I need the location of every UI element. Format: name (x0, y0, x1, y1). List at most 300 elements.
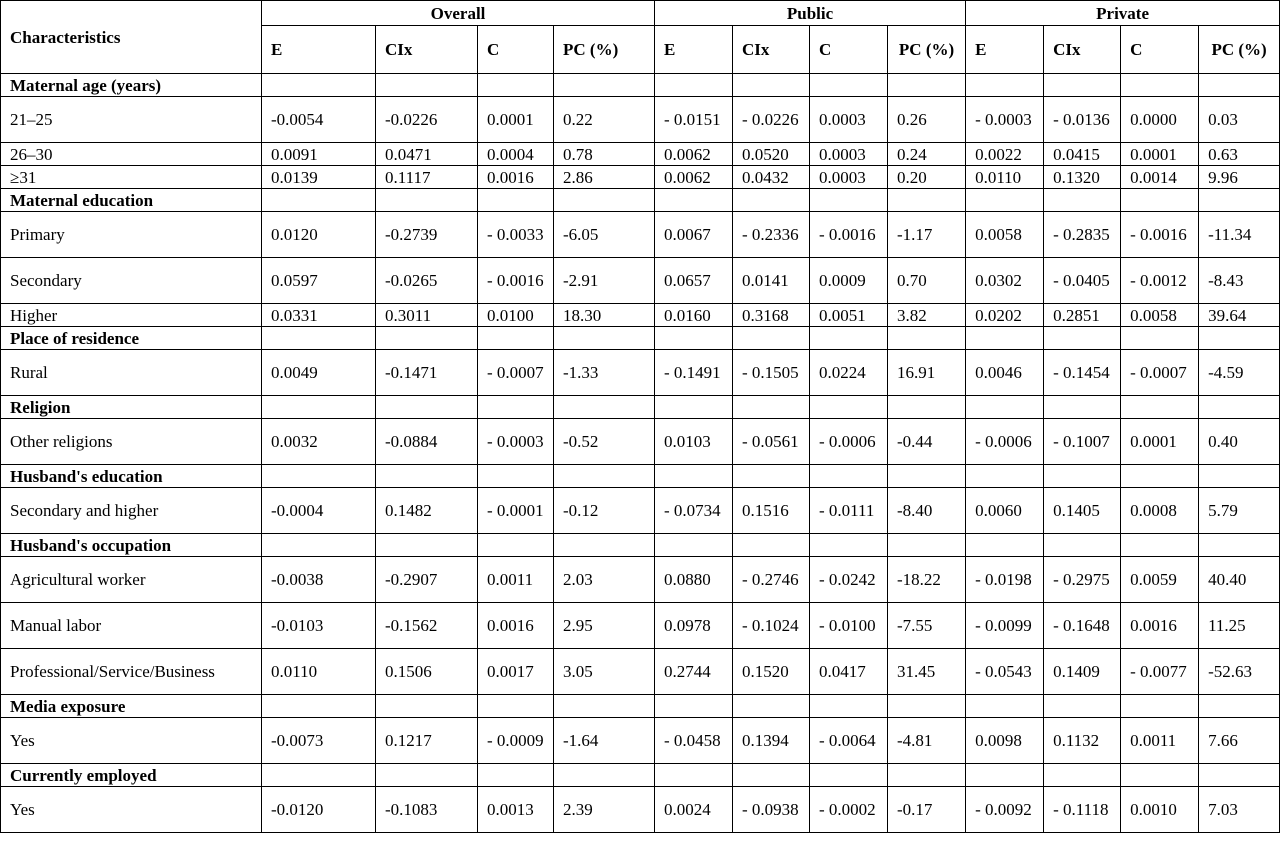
value-cell: 0.0000 (1121, 97, 1199, 143)
value-cell: 9.96 (1199, 166, 1280, 189)
value-cell: -0.0226 (376, 97, 478, 143)
value-cell: - 0.0111 (810, 488, 888, 534)
value-cell: - 0.0226 (733, 97, 810, 143)
value-cell: 0.0016 (1121, 603, 1199, 649)
value-cell: 0.0049 (262, 350, 376, 396)
empty-cell (478, 327, 554, 350)
empty-cell (1199, 396, 1280, 419)
empty-cell (733, 396, 810, 419)
empty-cell (888, 764, 966, 787)
section-title: Husband's occupation (1, 534, 262, 557)
value-cell: - 0.0092 (966, 787, 1044, 833)
col-header-pc: PC (%) (1199, 26, 1280, 74)
value-cell: 0.0417 (810, 649, 888, 695)
section-header-row (1, 396, 1280, 419)
value-cell: 0.1520 (733, 649, 810, 695)
value-cell: 0.0022 (966, 143, 1044, 166)
value-cell: 0.40 (1199, 419, 1280, 465)
value-cell: 0.2851 (1044, 304, 1121, 327)
group-header-private: Private (966, 1, 1280, 26)
empty-cell (554, 327, 655, 350)
empty-cell (655, 396, 733, 419)
value-cell: -1.33 (554, 350, 655, 396)
empty-cell (655, 764, 733, 787)
value-cell: 5.79 (1199, 488, 1280, 534)
section-title: Place of residence (1, 327, 262, 350)
value-cell: 0.0098 (966, 718, 1044, 764)
row-label: Yes (1, 787, 262, 833)
group-header-overall: Overall (262, 1, 655, 26)
empty-cell (810, 534, 888, 557)
value-cell: 0.0520 (733, 143, 810, 166)
value-cell: -0.0884 (376, 419, 478, 465)
empty-cell (733, 695, 810, 718)
table-row (1, 603, 1280, 649)
value-cell: 0.22 (554, 97, 655, 143)
value-cell: 0.0067 (655, 212, 733, 258)
value-cell: 0.1482 (376, 488, 478, 534)
empty-cell (376, 695, 478, 718)
value-cell: -7.55 (888, 603, 966, 649)
value-cell: 0.0016 (478, 166, 554, 189)
empty-cell (966, 327, 1044, 350)
value-cell: 0.1117 (376, 166, 478, 189)
empty-cell (1199, 327, 1280, 350)
value-cell: -0.1471 (376, 350, 478, 396)
value-cell: - 0.0007 (1121, 350, 1199, 396)
value-cell: - 0.0405 (1044, 258, 1121, 304)
row-label: Primary (1, 212, 262, 258)
value-cell: -0.1083 (376, 787, 478, 833)
value-cell: -8.40 (888, 488, 966, 534)
group-header-public: Public (655, 1, 966, 26)
value-cell: 0.0120 (262, 212, 376, 258)
empty-cell (554, 695, 655, 718)
value-cell: 0.63 (1199, 143, 1280, 166)
value-cell: 31.45 (888, 649, 966, 695)
value-cell: 0.0003 (810, 166, 888, 189)
section-title: Religion (1, 396, 262, 419)
value-cell: 0.1516 (733, 488, 810, 534)
value-cell: - 0.0064 (810, 718, 888, 764)
col-header-cix: CIx (733, 26, 810, 74)
row-label: Higher (1, 304, 262, 327)
empty-cell (478, 764, 554, 787)
value-cell: - 0.0016 (810, 212, 888, 258)
value-cell: - 0.2835 (1044, 212, 1121, 258)
row-label: Yes (1, 718, 262, 764)
empty-cell (888, 465, 966, 488)
row-label: Professional/Service/Business (1, 649, 262, 695)
empty-cell (1121, 695, 1199, 718)
value-cell: 0.0141 (733, 258, 810, 304)
value-cell: - 0.0099 (966, 603, 1044, 649)
empty-cell (1044, 764, 1121, 787)
empty-cell (1121, 764, 1199, 787)
row-label: Other religions (1, 419, 262, 465)
value-cell: 0.0880 (655, 557, 733, 603)
value-cell: -0.44 (888, 419, 966, 465)
empty-cell (733, 189, 810, 212)
empty-cell (1121, 534, 1199, 557)
col-header-e: E (262, 26, 376, 74)
section-title: Maternal education (1, 189, 262, 212)
empty-cell (478, 534, 554, 557)
empty-cell (810, 764, 888, 787)
value-cell: 0.0471 (376, 143, 478, 166)
value-cell: 0.0331 (262, 304, 376, 327)
value-cell: 0.0432 (733, 166, 810, 189)
col-header-pc: PC (%) (888, 26, 966, 74)
value-cell: - 0.2975 (1044, 557, 1121, 603)
table-row (1, 304, 1280, 327)
value-cell: - 0.1491 (655, 350, 733, 396)
value-cell: - 0.0006 (966, 419, 1044, 465)
value-cell: 0.20 (888, 166, 966, 189)
empty-cell (655, 74, 733, 97)
row-label: Rural (1, 350, 262, 396)
value-cell: - 0.0006 (810, 419, 888, 465)
value-cell: 40.40 (1199, 557, 1280, 603)
value-cell: - 0.0016 (478, 258, 554, 304)
empty-cell (1044, 327, 1121, 350)
value-cell: 2.86 (554, 166, 655, 189)
value-cell: - 0.0458 (655, 718, 733, 764)
value-cell: 0.1394 (733, 718, 810, 764)
empty-cell (478, 74, 554, 97)
value-cell: 0.0110 (966, 166, 1044, 189)
value-cell: 16.91 (888, 350, 966, 396)
empty-cell (966, 465, 1044, 488)
empty-cell (655, 465, 733, 488)
value-cell: - 0.0100 (810, 603, 888, 649)
value-cell: 0.0024 (655, 787, 733, 833)
empty-cell (810, 396, 888, 419)
col-header-cix: CIx (376, 26, 478, 74)
empty-cell (554, 74, 655, 97)
value-cell: 0.0060 (966, 488, 1044, 534)
value-cell: 0.0051 (810, 304, 888, 327)
section-header-row (1, 327, 1280, 350)
empty-cell (554, 764, 655, 787)
empty-cell (1044, 534, 1121, 557)
empty-cell (733, 465, 810, 488)
value-cell: 0.0001 (1121, 143, 1199, 166)
section-header-row (1, 764, 1280, 787)
empty-cell (966, 74, 1044, 97)
value-cell: 0.1405 (1044, 488, 1121, 534)
empty-cell (966, 764, 1044, 787)
empty-cell (554, 396, 655, 419)
value-cell: 0.0415 (1044, 143, 1121, 166)
value-cell: -4.59 (1199, 350, 1280, 396)
value-cell: 0.0224 (810, 350, 888, 396)
value-cell: 0.0091 (262, 143, 376, 166)
empty-cell (262, 74, 376, 97)
value-cell: -0.52 (554, 419, 655, 465)
empty-cell (655, 695, 733, 718)
section-header-row (1, 74, 1280, 97)
value-cell: - 0.0012 (1121, 258, 1199, 304)
value-cell: 7.66 (1199, 718, 1280, 764)
value-cell: - 0.0001 (478, 488, 554, 534)
section-title: Husband's education (1, 465, 262, 488)
empty-cell (888, 189, 966, 212)
value-cell: 0.0046 (966, 350, 1044, 396)
empty-cell (1199, 189, 1280, 212)
empty-cell (966, 695, 1044, 718)
value-cell: 2.03 (554, 557, 655, 603)
value-cell: 0.0004 (478, 143, 554, 166)
empty-cell (1044, 396, 1121, 419)
empty-cell (478, 465, 554, 488)
empty-cell (888, 74, 966, 97)
value-cell: - 0.0543 (966, 649, 1044, 695)
value-cell: - 0.0016 (1121, 212, 1199, 258)
empty-cell (262, 764, 376, 787)
value-cell: -0.0054 (262, 97, 376, 143)
empty-cell (478, 396, 554, 419)
empty-cell (733, 327, 810, 350)
value-cell: -0.2739 (376, 212, 478, 258)
table-row (1, 419, 1280, 465)
empty-cell (262, 695, 376, 718)
value-cell: 0.0013 (478, 787, 554, 833)
value-cell: 0.1506 (376, 649, 478, 695)
table-row (1, 97, 1280, 143)
value-cell: 0.3168 (733, 304, 810, 327)
empty-cell (1121, 74, 1199, 97)
empty-cell (1044, 695, 1121, 718)
value-cell: 0.0657 (655, 258, 733, 304)
value-cell: 11.25 (1199, 603, 1280, 649)
table-row (1, 488, 1280, 534)
empty-cell (376, 74, 478, 97)
table-row (1, 649, 1280, 695)
empty-cell (1044, 74, 1121, 97)
empty-cell (733, 534, 810, 557)
value-cell: - 0.1454 (1044, 350, 1121, 396)
value-cell: 0.0160 (655, 304, 733, 327)
value-cell: -0.0038 (262, 557, 376, 603)
section-title: Media exposure (1, 695, 262, 718)
value-cell: 0.24 (888, 143, 966, 166)
value-cell: - 0.2746 (733, 557, 810, 603)
value-cell: -0.0004 (262, 488, 376, 534)
value-cell: 0.1409 (1044, 649, 1121, 695)
value-cell: 0.0062 (655, 166, 733, 189)
empty-cell (554, 465, 655, 488)
empty-cell (554, 189, 655, 212)
empty-cell (1199, 465, 1280, 488)
value-cell: 0.0001 (1121, 419, 1199, 465)
empty-cell (1121, 396, 1199, 419)
empty-cell (376, 764, 478, 787)
table-row (1, 143, 1280, 166)
value-cell: - 0.0242 (810, 557, 888, 603)
value-cell: 0.0139 (262, 166, 376, 189)
empty-cell (1121, 189, 1199, 212)
value-cell: - 0.0002 (810, 787, 888, 833)
value-cell: 0.0003 (810, 97, 888, 143)
row-label: Agricultural worker (1, 557, 262, 603)
empty-cell (262, 534, 376, 557)
value-cell: 0.0059 (1121, 557, 1199, 603)
empty-cell (888, 695, 966, 718)
value-cell: 0.0017 (478, 649, 554, 695)
value-cell: - 0.1648 (1044, 603, 1121, 649)
value-cell: - 0.0077 (1121, 649, 1199, 695)
value-cell: -1.17 (888, 212, 966, 258)
empty-cell (1044, 189, 1121, 212)
row-label: Manual labor (1, 603, 262, 649)
value-cell: 0.0058 (1121, 304, 1199, 327)
empty-cell (376, 189, 478, 212)
value-cell: 39.64 (1199, 304, 1280, 327)
section-header-row (1, 534, 1280, 557)
value-cell: 0.0001 (478, 97, 554, 143)
value-cell: 0.1132 (1044, 718, 1121, 764)
value-cell: 0.0008 (1121, 488, 1199, 534)
empty-cell (1044, 465, 1121, 488)
section-title: Maternal age (years) (1, 74, 262, 97)
col-header-e: E (966, 26, 1044, 74)
value-cell: 0.70 (888, 258, 966, 304)
col-header-e: E (655, 26, 733, 74)
value-cell: 0.0011 (1121, 718, 1199, 764)
table-body (1, 74, 1280, 833)
table-row (1, 787, 1280, 833)
table-row (1, 350, 1280, 396)
value-cell: 3.05 (554, 649, 655, 695)
empty-cell (478, 695, 554, 718)
table-row (1, 166, 1280, 189)
value-cell: -1.64 (554, 718, 655, 764)
value-cell: 0.3011 (376, 304, 478, 327)
value-cell: -0.1562 (376, 603, 478, 649)
value-cell: -0.2907 (376, 557, 478, 603)
value-cell: 0.0016 (478, 603, 554, 649)
row-label: ≥31 (1, 166, 262, 189)
section-header-row (1, 695, 1280, 718)
section-title: Currently employed (1, 764, 262, 787)
value-cell: -18.22 (888, 557, 966, 603)
value-cell: 0.0597 (262, 258, 376, 304)
empty-cell (376, 327, 478, 350)
empty-cell (262, 465, 376, 488)
empty-cell (262, 189, 376, 212)
value-cell: 2.39 (554, 787, 655, 833)
value-cell: -11.34 (1199, 212, 1280, 258)
empty-cell (655, 327, 733, 350)
empty-cell (1199, 534, 1280, 557)
empty-cell (478, 189, 554, 212)
value-cell: 0.0003 (810, 143, 888, 166)
empty-cell (262, 396, 376, 419)
value-cell: - 0.1024 (733, 603, 810, 649)
empty-cell (810, 189, 888, 212)
table-row (1, 258, 1280, 304)
value-cell: 0.1320 (1044, 166, 1121, 189)
value-cell: 0.0100 (478, 304, 554, 327)
value-cell: - 0.0009 (478, 718, 554, 764)
value-cell: -0.0120 (262, 787, 376, 833)
value-cell: 0.0202 (966, 304, 1044, 327)
row-label: Secondary and higher (1, 488, 262, 534)
empty-cell (1121, 327, 1199, 350)
value-cell: - 0.1505 (733, 350, 810, 396)
section-header-row (1, 189, 1280, 212)
value-cell: - 0.0007 (478, 350, 554, 396)
value-cell: - 0.0003 (478, 419, 554, 465)
value-cell: 0.0110 (262, 649, 376, 695)
value-cell: -0.0103 (262, 603, 376, 649)
value-cell: 0.03 (1199, 97, 1280, 143)
empty-cell (888, 327, 966, 350)
col-header-c: C (1121, 26, 1199, 74)
table-row (1, 718, 1280, 764)
value-cell: 7.03 (1199, 787, 1280, 833)
empty-cell (966, 396, 1044, 419)
value-cell: -2.91 (554, 258, 655, 304)
value-cell: 0.0062 (655, 143, 733, 166)
value-cell: -4.81 (888, 718, 966, 764)
col-header-cix: CIx (1044, 26, 1121, 74)
empty-cell (733, 764, 810, 787)
value-cell: -0.0073 (262, 718, 376, 764)
value-cell: 0.0978 (655, 603, 733, 649)
empty-cell (655, 534, 733, 557)
value-cell: - 0.0561 (733, 419, 810, 465)
value-cell: - 0.1118 (1044, 787, 1121, 833)
empty-cell (376, 396, 478, 419)
characteristics-header: Characteristics (1, 1, 262, 74)
value-cell: - 0.0938 (733, 787, 810, 833)
value-cell: 3.82 (888, 304, 966, 327)
value-cell: 0.0058 (966, 212, 1044, 258)
empty-cell (810, 465, 888, 488)
empty-cell (1199, 764, 1280, 787)
empty-cell (262, 327, 376, 350)
section-header-row (1, 465, 1280, 488)
col-header-c: C (810, 26, 888, 74)
empty-cell (1121, 465, 1199, 488)
empty-cell (810, 327, 888, 350)
value-cell: -8.43 (1199, 258, 1280, 304)
empty-cell (888, 534, 966, 557)
value-cell: - 0.0734 (655, 488, 733, 534)
empty-cell (810, 695, 888, 718)
value-cell: 0.0009 (810, 258, 888, 304)
value-cell: 0.1217 (376, 718, 478, 764)
value-cell: 0.0103 (655, 419, 733, 465)
value-cell: - 0.0003 (966, 97, 1044, 143)
value-cell: - 0.1007 (1044, 419, 1121, 465)
table-row (1, 212, 1280, 258)
empty-cell (810, 74, 888, 97)
value-cell: -0.17 (888, 787, 966, 833)
empty-cell (966, 534, 1044, 557)
row-label: 21–25 (1, 97, 262, 143)
value-cell: -6.05 (554, 212, 655, 258)
value-cell: -0.12 (554, 488, 655, 534)
empty-cell (376, 534, 478, 557)
value-cell: 18.30 (554, 304, 655, 327)
value-cell: - 0.0136 (1044, 97, 1121, 143)
value-cell: - 0.2336 (733, 212, 810, 258)
col-header-c: C (478, 26, 554, 74)
value-cell: 0.0010 (1121, 787, 1199, 833)
